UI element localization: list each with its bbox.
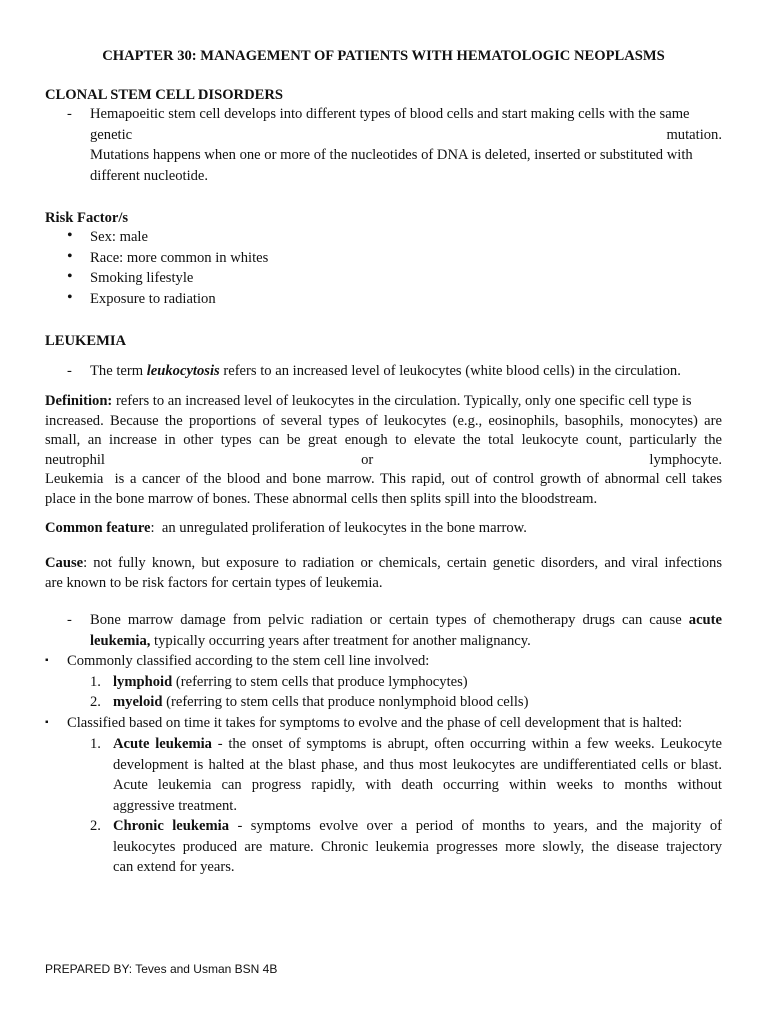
classified-1-text: Commonly classified according to the stem cell line involved:: [67, 653, 430, 669]
marrow-line-1: [90, 610, 722, 631]
term-post: refers to an increased level of leukocytes (white blood cells) in the circulation.: [219, 363, 681, 379]
clonal-line-1: Hemapoeitic stem cell develops into different types of blood cells and start making cells with the same: [90, 106, 690, 122]
definition-line-4: [45, 451, 722, 471]
risk-item-text: Race: more common in whites: [90, 249, 269, 266]
bullet-marker: •: [67, 247, 73, 265]
chronic-label: Chronic leukemia: [113, 818, 230, 834]
marrow-l2: typically occurring years after treatment for another malignancy.: [150, 632, 531, 649]
bullet-marker: •: [67, 288, 73, 306]
acute-line-2: development is halted at the blast phase, and thus most leukocytes are undifferentiated cells or blast.: [113, 756, 722, 773]
lymphoid-label: lymphoid: [113, 673, 173, 690]
risk-item-text: Exposure to radiation: [90, 290, 216, 307]
number-marker: 2.: [90, 818, 101, 834]
risk-item-text: Smoking lifestyle: [90, 270, 194, 286]
chapter-title: CHAPTER 30: MANAGEMENT OF PATIENTS WITH HEMATOLOGIC NEOPLASMS: [102, 48, 665, 64]
term-pre: The term: [90, 363, 147, 379]
bullet-marker: •: [67, 268, 73, 285]
acute-line-1: [113, 734, 722, 755]
risk-heading: Risk Factor/s: [45, 210, 129, 226]
definition-line-2: increased. Because the proportions of several types of leukocytes (e.g., eosinophils, basophils, monocytes) are: [45, 412, 722, 429]
leukemia-heading: LEUKEMIA: [45, 333, 127, 349]
common-label: Common feature: [45, 520, 151, 536]
risk-item-text: Sex: male: [90, 229, 148, 245]
dash-marker: -: [67, 612, 72, 628]
definition-word-or: or: [361, 451, 374, 468]
cause-l1: : not fully known, but exposure to radiation or chemicals, certain genetic disorders, and viral infections: [83, 555, 722, 571]
definition-line-5: Leukemia is a cancer of the blood and bone marrow. This rapid, out of control growth of abnormal cell takes: [45, 471, 722, 487]
myeloid-text: (referring to stem cells that produce nonlymphoid blood cells): [162, 694, 529, 710]
acute-line-4: aggressive treatment.: [113, 797, 237, 814]
definition-word-lymphocyte: lymphocyte.: [649, 451, 722, 468]
clonal-line-2: [90, 125, 722, 146]
page-footer: PREPARED BY: Teves and Usman BSN 4B: [45, 962, 278, 976]
chronic-l1: - symptoms evolve over a period of months to years, and the majority of: [229, 818, 723, 834]
marrow-bold-leukemia: leukemia,: [90, 632, 151, 649]
acute-label: Acute leukemia: [113, 736, 212, 752]
definition-label: Definition:: [45, 393, 113, 409]
definition-line-6: place in the bone marrow of bones. These abnormal cells then splits spill into the bloodstream.: [45, 490, 598, 507]
lymphoid-item: [113, 672, 468, 693]
common-feature: [45, 518, 722, 539]
term-word: leukocytosis: [146, 363, 220, 379]
definition-line-1: [45, 392, 722, 412]
chronic-line-2: leukocytes produced are mature. Chronic leukemia progresses more slowly, the disease trajectory: [113, 838, 722, 855]
marrow-bold-acute: acute: [688, 612, 722, 628]
number-marker: 1.: [90, 736, 101, 752]
definition-word-neutrophil: neutrophil: [45, 451, 105, 468]
clonal-line-4: different nucleotide.: [90, 167, 209, 184]
marrow-l1: Bone marrow damage from pelvic radiation or certain types of chemotherapy drugs can cause: [90, 612, 689, 628]
chronic-line-1: [113, 816, 722, 837]
acute-l1: - the onset of symptoms is abrupt, often occurring within a few weeks. Leukocyte: [211, 736, 722, 752]
number-marker: 1.: [90, 673, 101, 690]
square-marker: ▪: [45, 655, 49, 666]
acute-line-3: Acute leukemia can progress rapidly, with death occurring within weeks to months without: [113, 777, 722, 793]
definition-line-3: small, an increase in other types can be great enough to elevate the total leukocyte count, particularly the: [45, 432, 722, 448]
term-sentence: [90, 361, 681, 382]
clonal-word-mutation: mutation.: [666, 126, 722, 143]
clonal-line-3: Mutations happens when one or more of the nucleotides of DNA is deleted, inserted or substituted with: [90, 147, 693, 163]
marrow-line-2: [90, 631, 722, 652]
bullet-marker: •: [67, 227, 73, 244]
square-marker: ▪: [45, 717, 49, 728]
definition-l1: refers to an increased level of leukocytes in the circulation. Typically, only one specific cell type is: [112, 393, 692, 409]
myeloid-label: myeloid: [113, 694, 163, 710]
cause-line-1: [45, 554, 722, 574]
number-marker: 2.: [90, 694, 101, 710]
common-text: : an unregulated proliferation of leukocytes in the bone marrow.: [150, 520, 527, 536]
lymphoid-text: (referring to stem cells that produce lymphocytes): [172, 673, 468, 690]
clonal-heading: CLONAL STEM CELL DISORDERS: [45, 87, 284, 103]
myeloid-item: [113, 692, 528, 713]
dash-marker: -: [67, 106, 72, 122]
definition-line-1-text: [45, 392, 692, 412]
cause-label: Cause: [45, 555, 84, 571]
cause-line-2: are known to be risk factors for certain types of leukemia.: [45, 574, 383, 591]
chronic-line-3: can extend for years.: [113, 859, 235, 875]
clonal-word-genetic: genetic: [90, 126, 133, 143]
classified-2-text: Classified based on time it takes for symptoms to evolve and the phase of cell development that is halted:: [67, 715, 683, 731]
dash-marker: -: [67, 363, 72, 379]
